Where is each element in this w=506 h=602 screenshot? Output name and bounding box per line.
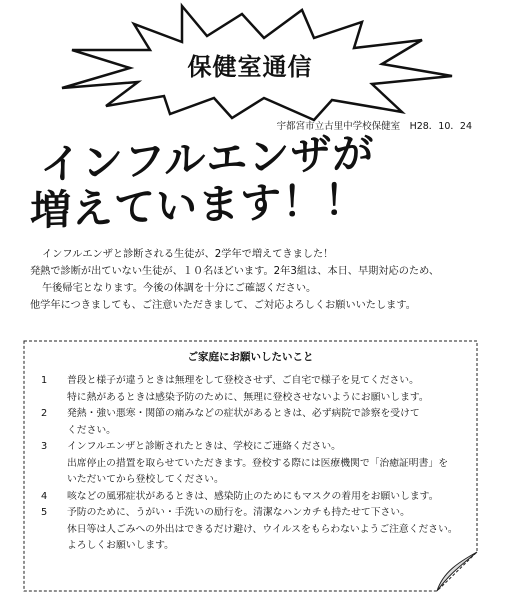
intro-line: 午後帰宅となります。今後の体調を十分にご確認ください。 — [42, 283, 317, 294]
headline-line-1: インフルエンザが — [40, 128, 375, 189]
intro-paragraph — [30, 246, 486, 314]
requests-title: ご家庭にお願いしたいこと — [187, 351, 314, 363]
list-item — [37, 489, 467, 506]
headline — [30, 126, 482, 234]
item-number: 2 — [41, 408, 48, 419]
item-line: 休日等は人ごみへの外出はできるだけ避け、ウイルスをもらわないようご注意ください。 — [67, 523, 458, 535]
intro-line: インフルエンザと診断される生徒が、2学年で増えてきました！ — [42, 249, 334, 260]
issuer-date: 宇都宮市立古里中学校保健室 H28．10．24 — [276, 121, 472, 132]
item-line: 発熱・強い悪寒・関節の痛みなどの症状があるときは、必ず病院で診察を受けて — [67, 408, 420, 419]
intro-line: 発熱で診断が出ていない生徒が、１０名ほどいます。2年3組は、本日、早期対応のため、 — [30, 266, 440, 277]
item-number: 1 — [41, 375, 48, 386]
list-item — [37, 439, 467, 489]
item-line: 普段と様子が違うときは無理をして登校させず、ご自宅で様子を見てください。 — [67, 375, 419, 386]
item-line: 予防のために、うがい・手洗いの励行を。清潔なハンカチも持たせて下さい。 — [67, 507, 410, 518]
item-number: 3 — [41, 441, 48, 452]
intro-line: 他学年につきましても、ご注意いただきまして、ご対応よろしくお願いいたします。 — [30, 300, 416, 311]
item-line: ください。 — [67, 424, 116, 436]
item-line: インフルエンザと診断されたときは、学校にご連絡ください。 — [67, 441, 341, 452]
banner-title: 保健室通信 — [187, 53, 313, 81]
list-item — [37, 373, 467, 406]
item-line: 出席停止の措置を取らせていただきます。登校する際には医療機関で「治癒証明書」を — [67, 457, 448, 469]
headline-line-2: 増えています！！ — [30, 175, 366, 235]
item-number: 4 — [41, 490, 48, 502]
requests-box — [23, 340, 478, 592]
item-line: よろしくお願いします。 — [67, 540, 174, 551]
item-line: 特に熱があるときは感染予防のために、無理に登校させないようにお願いします。 — [67, 391, 429, 403]
requests-list — [37, 373, 467, 555]
list-item — [37, 505, 467, 555]
list-item — [37, 406, 467, 439]
item-number: 5 — [41, 507, 48, 518]
item-line: 咳などの風邪症状があるときは、感染防止のためにもマスクの着用をお願いします。 — [67, 490, 439, 502]
item-line: いただいてから登校してください。 — [67, 474, 224, 485]
